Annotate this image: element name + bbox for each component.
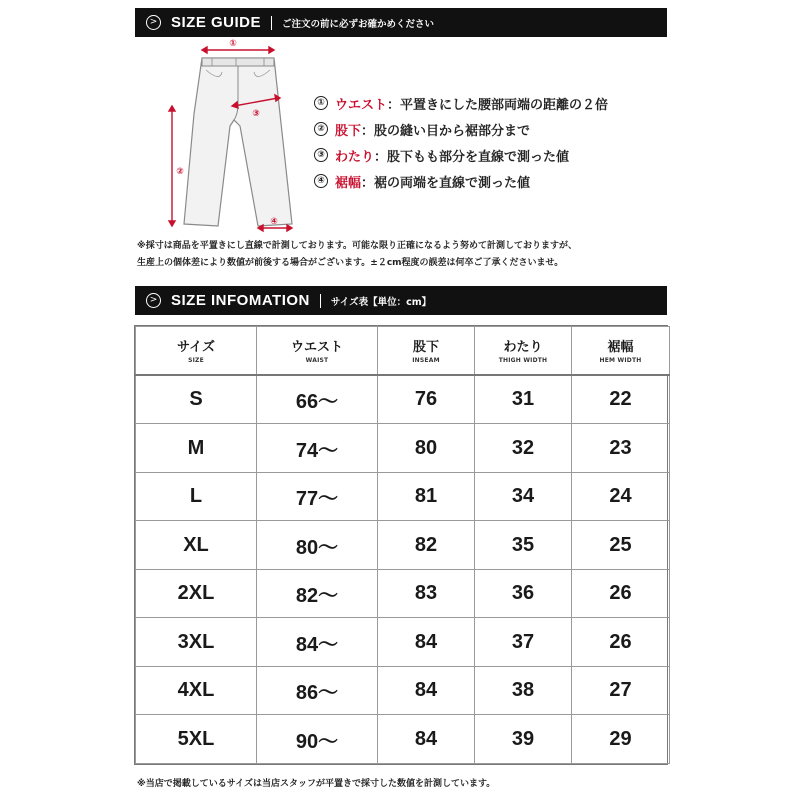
- guide-description: ：股の縫い目から裾部分まで: [361, 123, 531, 139]
- table-row: [136, 715, 670, 764]
- size-cell: XL: [136, 521, 257, 570]
- number-badge: ③: [314, 148, 328, 162]
- guide-item-waist: [314, 90, 674, 116]
- value-cell: 80: [378, 424, 475, 473]
- value-cell: 90〜: [257, 715, 378, 764]
- size-guide-title: SIZE GUIDE: [171, 14, 262, 31]
- header-inseam: 股下 INSEAM: [378, 327, 475, 375]
- size-cell: 3XL: [136, 618, 257, 667]
- value-cell: 86〜: [257, 666, 378, 715]
- table-row: [136, 618, 670, 667]
- table-row: [136, 521, 670, 570]
- size-info-header: [135, 286, 667, 315]
- size-cell: L: [136, 472, 257, 521]
- value-cell: 32: [475, 424, 572, 473]
- size-cell: M: [136, 424, 257, 473]
- table-row: [136, 569, 670, 618]
- diagram-mark-3: ③: [252, 109, 260, 119]
- diagram-mark-2: ②: [176, 167, 184, 177]
- value-cell: 84: [378, 666, 475, 715]
- guide-item-inseam: [314, 116, 674, 142]
- size-info-subtitle: サイズ表【単位：cm】: [330, 296, 432, 308]
- number-badge: ①: [314, 96, 328, 110]
- table-row: [136, 666, 670, 715]
- value-cell: 29: [572, 715, 670, 764]
- guide-term: 股下: [335, 123, 362, 139]
- value-cell: 81: [378, 472, 475, 521]
- value-cell: 26: [572, 618, 670, 667]
- value-cell: 24: [572, 472, 670, 521]
- header-hem-width: 裾幅 HEM WIDTH: [572, 327, 670, 375]
- value-cell: 35: [475, 521, 572, 570]
- footnote: ※当店で掲載しているサイズは当店スタッフが平置きで採寸した数値を計測しています。: [137, 779, 496, 789]
- value-cell: 25: [572, 521, 670, 570]
- value-cell: 39: [475, 715, 572, 764]
- guide-description: ：股下もも部分を直線で測った値: [374, 149, 570, 165]
- diagram-mark-1: ①: [229, 39, 237, 49]
- value-cell: 22: [572, 375, 670, 424]
- value-cell: 77〜: [257, 472, 378, 521]
- value-cell: 80〜: [257, 521, 378, 570]
- table-row: [136, 424, 670, 473]
- table-row: [136, 472, 670, 521]
- size-cell: 5XL: [136, 715, 257, 764]
- number-badge: ②: [314, 122, 328, 136]
- value-cell: 38: [475, 666, 572, 715]
- number-badge: ④: [314, 174, 328, 188]
- table-row: [136, 375, 670, 424]
- divider: [271, 16, 272, 30]
- value-cell: 84〜: [257, 618, 378, 667]
- chevron-circle-icon: >: [146, 293, 161, 308]
- guide-description: ：裾の両端を直線で測った値: [361, 175, 531, 191]
- header-thigh-width: わたり THIGH WIDTH: [475, 327, 572, 375]
- value-cell: 82〜: [257, 569, 378, 618]
- guide-term: 裾幅: [335, 175, 362, 191]
- value-cell: 27: [572, 666, 670, 715]
- value-cell: 74〜: [257, 424, 378, 473]
- value-cell: 84: [378, 618, 475, 667]
- value-cell: 31: [475, 375, 572, 424]
- guide-term: ウエスト: [335, 97, 388, 113]
- value-cell: 82: [378, 521, 475, 570]
- guide-item-hem: [314, 168, 674, 194]
- value-cell: 37: [475, 618, 572, 667]
- value-cell: 36: [475, 569, 572, 618]
- pants-illustration: [184, 58, 292, 226]
- value-cell: 76: [378, 375, 475, 424]
- guide-item-thigh: [314, 142, 674, 168]
- pants-measurement-diagram: [160, 34, 300, 234]
- size-info-title: SIZE INFOMATION: [171, 292, 310, 309]
- table-header-row: [136, 327, 670, 375]
- guide-term: わたり: [335, 149, 375, 165]
- value-cell: 26: [572, 569, 670, 618]
- size-cell: 2XL: [136, 569, 257, 618]
- note-line: ※採寸は商品を平置きにし直線で計測しております。可能な限り正確になるよう努めて計測しておりますが、: [137, 241, 578, 251]
- header-size: サイズ SIZE: [136, 327, 257, 375]
- value-cell: 84: [378, 715, 475, 764]
- size-cell: S: [136, 375, 257, 424]
- size-table: [134, 325, 668, 765]
- header-waist: ウエスト WAIST: [257, 327, 378, 375]
- measurement-guide-list: [314, 90, 674, 194]
- note-line: 生産上の個体差により数値が前後する場合がございます。±２cm程度の誤差は何卒ご了承くださいませ。: [137, 258, 564, 268]
- size-guide-subtitle: ご注文の前に必ずお確かめください: [282, 18, 435, 30]
- value-cell: 23: [572, 424, 670, 473]
- guide-description: ：平置きにした腰部両端の距離の２倍: [387, 97, 609, 113]
- diagram-mark-4: ④: [270, 217, 278, 227]
- size-cell: 4XL: [136, 666, 257, 715]
- chevron-circle-icon: >: [146, 15, 161, 30]
- size-guide-header: [135, 8, 667, 37]
- divider: [320, 294, 321, 308]
- value-cell: 83: [378, 569, 475, 618]
- value-cell: 66〜: [257, 375, 378, 424]
- value-cell: 34: [475, 472, 572, 521]
- measurement-note: [137, 238, 677, 272]
